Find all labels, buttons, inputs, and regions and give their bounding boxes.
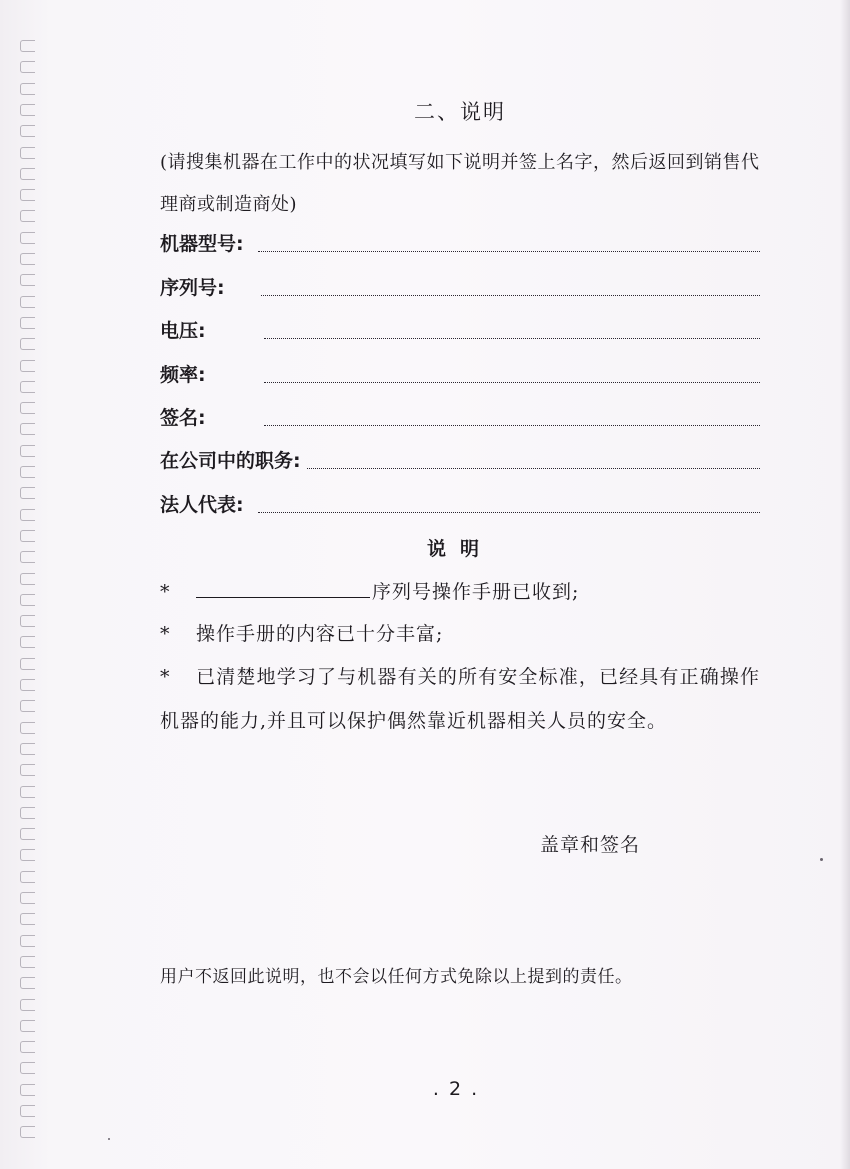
machine-model-blank-line[interactable] [258, 251, 760, 252]
binding-hole [20, 764, 35, 776]
binding-hole [20, 466, 35, 478]
binding-hole [20, 913, 35, 925]
binding-hole [20, 892, 35, 904]
voltage-blank-line[interactable] [264, 338, 760, 339]
footer-disclaimer: 用户不返回此说明，也不会以任何方式免除以上提到的责任。 [160, 967, 633, 987]
bullet-star: * [160, 581, 171, 603]
serial-number-blank-line[interactable] [261, 295, 760, 296]
statement-text: 已清楚地学习了与机器有关的所有安全标准，已经具有正确操作机器的能力,并且可以保护偶然靠近机器相关人员的安全。 [160, 666, 760, 732]
binding-hole [20, 83, 35, 95]
company-position-blank-line[interactable] [307, 468, 760, 469]
binding-hole [20, 210, 35, 222]
binding-hole [20, 168, 35, 180]
field-label: 序列号: [160, 277, 225, 299]
binding-hole [20, 700, 35, 712]
statement-manual-complete [160, 612, 760, 656]
binding-hole [20, 381, 35, 393]
binding-hole [20, 573, 35, 585]
binding-hole [20, 807, 35, 819]
binding-hole [20, 849, 35, 861]
binding-hole [20, 445, 35, 457]
binding-hole [20, 317, 35, 329]
binding-hole [20, 722, 35, 734]
binding-hole [20, 871, 35, 883]
signature-blank-line[interactable] [264, 425, 760, 426]
statement-text: 序列号操作手册已收到; [372, 581, 580, 603]
bullet-star: * [160, 623, 171, 645]
legal-representative-blank-line[interactable] [258, 512, 760, 513]
binding-hole [20, 828, 35, 840]
binding-hole [20, 423, 35, 435]
instructions-text: (请搜集机器在工作中的状况填写如下说明并签上名字，然后返回到销售代理商或制造商处) [160, 152, 760, 215]
page-edge-shadow [840, 0, 850, 1169]
binding-hole [20, 274, 35, 286]
binding-hole [20, 1041, 35, 1053]
binding-hole [20, 636, 35, 648]
binding-hole [20, 1126, 35, 1138]
statement-safety-standards [160, 655, 760, 743]
binding-hole [20, 1020, 35, 1032]
field-legal-representative [160, 487, 760, 517]
page-number: . 2 . [432, 1078, 478, 1100]
binding-hole [20, 402, 35, 414]
binding-hole [20, 296, 35, 308]
field-signature [160, 400, 760, 430]
binding-hole [20, 189, 35, 201]
field-machine-model [160, 226, 760, 256]
binding-hole [20, 1105, 35, 1117]
binding-hole [20, 999, 35, 1011]
field-label: 电压: [160, 320, 206, 342]
field-label: 签名: [160, 407, 206, 429]
binding-hole [20, 658, 35, 670]
binding-hole [20, 615, 35, 627]
spiral-binding-holes [14, 40, 44, 1150]
statement-subtitle: 说明 [426, 538, 493, 560]
binding-hole [20, 147, 35, 159]
field-frequency [160, 357, 760, 387]
field-label: 在公司中的职务: [160, 450, 301, 472]
field-label: 机器型号: [160, 233, 244, 255]
statement-manual-received [160, 570, 760, 614]
statement-text: 操作手册的内容已十分丰富; [196, 623, 444, 645]
binding-hole [20, 125, 35, 137]
binding-hole [20, 786, 35, 798]
binding-hole [20, 935, 35, 947]
seal-and-signature-label: 盖章和签名 [540, 834, 641, 856]
section-title: 二、说明 [414, 100, 506, 124]
field-voltage [160, 313, 760, 343]
field-company-position [160, 443, 760, 473]
binding-hole [20, 487, 35, 499]
field-label: 法人代表: [160, 494, 244, 516]
paper-speck [820, 858, 823, 861]
field-label: 频率: [160, 364, 206, 386]
binding-hole [20, 743, 35, 755]
binding-hole [20, 594, 35, 606]
paper-speck [108, 1138, 110, 1140]
field-serial-number [160, 270, 760, 300]
binding-hole [20, 360, 35, 372]
binding-hole [20, 679, 35, 691]
binding-hole [20, 253, 35, 265]
binding-hole [20, 232, 35, 244]
binding-hole [20, 956, 35, 968]
frequency-blank-line[interactable] [264, 382, 760, 383]
binding-hole [20, 338, 35, 350]
bullet-star: * [160, 666, 171, 688]
binding-hole [20, 61, 35, 73]
binding-hole [20, 40, 35, 52]
binding-hole [20, 509, 35, 521]
binding-hole [20, 977, 35, 989]
serial-number-fill-blank[interactable] [196, 579, 370, 598]
binding-hole [20, 1062, 35, 1074]
